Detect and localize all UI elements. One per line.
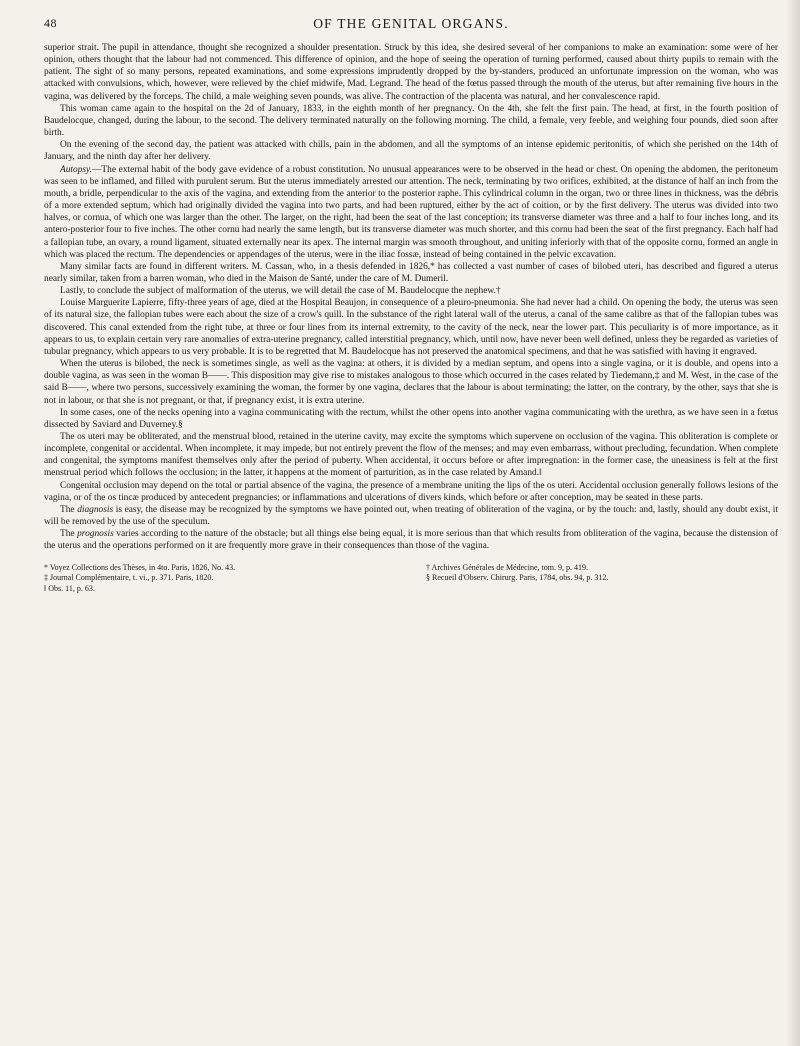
footnote: † Archives Générales de Médecine, tom. 9, p. 419. [426, 562, 588, 572]
italic-text: diagnosis [77, 504, 114, 515]
italic-text: Autopsy. [60, 164, 93, 175]
paragraph [44, 297, 778, 358]
paragraph-text: superior strait. The pupil in attendance, thought she recognized a shoulder presentation. Struck by this idea, she desired several of her companions to make an examination: some were of her opinion, others thought that the labour had not commenced. This difference of opinion, and the hope of seeing the operation of turning performed, caused about thirty pupils to remain with the patient. The sight of so many persons, repeated examinations, and some expressions imprudently dropped by the by-standers, produced an unfortunate impression on the woman, who was attacked with convulsions, which, however, were relieved by the chief midwife, Mad. Legrand. The head of the fœtus passed through the mouth of the uterus, but after remaining five hours in the vagina, was delivered by the forceps. The child, a male weighing seven pounds, was alive. The contraction of the placenta was natural, and her convalescence rapid. [44, 43, 778, 102]
page-edge-shadow [786, 0, 800, 1046]
page-header [44, 16, 778, 36]
paragraph [44, 139, 778, 163]
footnotes-right-column [426, 563, 778, 595]
paragraph [44, 528, 778, 552]
body-text [44, 42, 778, 553]
paragraph [44, 285, 778, 297]
paragraph [44, 164, 778, 261]
paragraph-text: Louise Marguerite Lapierre, fifty-three years of age, died at the Hospital Beaujon, in consequence of a pleuro-pneumonia. She had never had a child. On opening the body, the uterus was seen of its natural size, the fallopian tubes were each about the size of a crow's quill. In the substance of the right lateral wall of the uterus, a canal of the same calibre as that of the fallopian tubes was discovered. This canal extended from the right tube, at three or four lines from its internal extremity, to the cavity of the neck, near the lower part. This peculiarity is of more importance, as it appears to us, to explain certain very rare anomalies of extra-uterine pregnancy, called interstitial pregnancy, which, until now, have never been well defined, unless they be regarded as varieties of tubular pregnancy, which appears to us very probable. It is to be regretted that M. Baudelocque has not preserved the anatomical specimens, and that he was satisfied with having it engraved. [44, 298, 778, 357]
running-title: OF THE GENITAL ORGANS. [313, 16, 509, 31]
paragraph [44, 504, 778, 528]
paragraph [44, 431, 778, 480]
paragraph-text: This woman came again to the hospital on the 2d of January, 1833, in the eighth month of her pregnancy. On the 4th, she felt the first pain. The head, at first, in the fourth position of Baudelocque, changed, during the labour, to the second. The delivery terminated naturally on the following morning. The child, a female, very feeble, and weighing four pounds, died soon after birth. [44, 103, 778, 139]
paragraph [44, 358, 778, 407]
paragraph [44, 42, 778, 103]
page-number: 48 [44, 16, 57, 30]
footnote: * Voyez Collections des Thèses, in 4to. Paris, 1826, No. 43. [44, 562, 236, 572]
paragraph-text: Lastly, to conclude the subject of malformation of the uterus, we will detail the case of M. Baudelocque the nephew.† [60, 286, 501, 297]
footnote: ‡ Journal Complémentaire, t. vi., p. 371. Paris, 1820. [44, 573, 214, 583]
footnote: ‖ Obs. 11, p. 63. [44, 583, 95, 593]
paragraph [44, 261, 778, 285]
paragraph [44, 480, 778, 504]
paragraph-text: The os uteri may be obliterated, and the menstrual blood, retained in the uterine cavity, may excite the symptoms which supervene on occlusion of the vagina. This obliteration is complete or incomplete, congenital or accidental. When incomplete, it may impede, but not entirely prevent the flow of the menses; and may even embarrass, without precluding, fecundation. When complete and congenital, the symptoms manifest themselves only after the period of puberty. When accidental, it occurs before or after impregnation: in the former case, the uneasiness is felt at the first menstrual period which follows the occlusion; in the latter, it happens at the moment of parturition, as in the case related by Amand.‖ [44, 432, 778, 479]
paragraph-text: Many similar facts are found in different writers. M. Cassan, who, in a thesis defended in 1826,* has collected a vast number of cases of bilobed uteri, has described and figured a uterus nearly similar, taken from a barren woman, who died in the Maison de Santé, under the care of M. Dumeril. [44, 261, 778, 284]
book-page [44, 16, 778, 594]
paragraph-text: The [60, 504, 78, 515]
paragraph-text: In some cases, one of the necks opening into a vagina communicating with the rectum, whilst the other opens into another vagina communicating with the urethra, as we have seen in a fœtus dissected by Saviard and Duverney.§ [44, 407, 778, 430]
paragraph-text: varies according to the nature of the obstacle; but all things else being equal, it is more serious than that which results from obliteration of the vagina, because the distension of the uterus and the operations performed on it are frequently more grave in their consequences than those of the vagina. [44, 529, 778, 552]
paragraph-text: is easy, the disease may be recognized by the symptoms we have pointed out, when treating of obliteration of the vagina, or by the touch: and, lastly, should any doubt exist, it will be removed by the use of the speculum. [44, 504, 778, 528]
paragraph [44, 407, 778, 431]
footnotes-left-column [44, 563, 396, 595]
footnotes [44, 563, 778, 595]
paragraph-text: Congenital occlusion may depend on the total or partial absence of the vagina, the presence of a membrane uniting the lips of the os uteri. Accidental occlusion generally follows lesions of the vagina, or of the os tincæ produced by antecedent pregnancies; or inflammations and ulcerations of divers kinds, which before or after conception, may be seated in these parts. [44, 480, 778, 503]
paragraph-text: When the uterus is bilobed, the neck is sometimes single, as well as the vagina: at others, it is divided by a median septum, and opens into a single vagina, or it is double, and opens into a double vagina, as was seen in the woman B——. This disposition may give rise to mistakes analogous to those which occurred in the cases related by Tiedemann,‡ and M. West, in the case of the said B——, where two persons, successively examining the woman, the former by one vagina, declares that the labour is about terminating; the latter, on the contrary, by the other, says that she is not in labour, or that she is not pregnant, or that, if pregnancy exist, it is extra uterine. [44, 359, 778, 406]
footnote: § Recueil d'Observ. Chirurg. Paris, 1784, obs. 94, p. 312. [426, 573, 609, 583]
italic-text: prognosis [77, 529, 114, 540]
paragraph-text: The [60, 529, 78, 540]
paragraph-text: —The external habit of the body gave evidence of a robust constitution. No unusual appearances were to be observed in the head or chest. On opening the abdomen, the peritoneum was seen to be inflamed, and filled with purulent serum. But the uterus immediately arrested our attention. The neck, terminating by two orifices, exhibited, at the distance of half an inch from the mouth, a bridle, perpendicular to the axis of the vagina, and extending from the anterior to the posterior raphe. This cylindrical column in the organ, two or three lines in thickness, was the débris of a more extended septum, which had originally divided the vagina into two parts, and had been ruptured, either by the act of coition, or by the first delivery. The uterus was divided into two halves, or cornua, of which one was larger than the other. The larger, on the right, had been the seat of the last conception; its transverse diameter was three and a half to four inches long, and its antero-posterior four to five inches. The other cornu had nearly the same length, but its transverse diameter was much shorter, and this cornu had been the seat of the first pregnancy. Each half had a fallopian tube, an ovary, a round ligament, situated externally near its apex. The internal margin was smooth throughout, and uniting inferiorly with that of the opposite cornu, formed an angle in which was placed the rectum. The dependencies or appendages of the uterus, were in the iliac fossæ, instead of being contained in the pelvic excavation. [44, 164, 778, 260]
paragraph-text: On the evening of the second day, the patient was attacked with chills, pain in the abdomen, and all the symptoms of an intense epidemic peritonitis, of which she perished on the 14th of January, and the ninth day after her delivery. [44, 140, 778, 163]
paragraph [44, 103, 778, 139]
